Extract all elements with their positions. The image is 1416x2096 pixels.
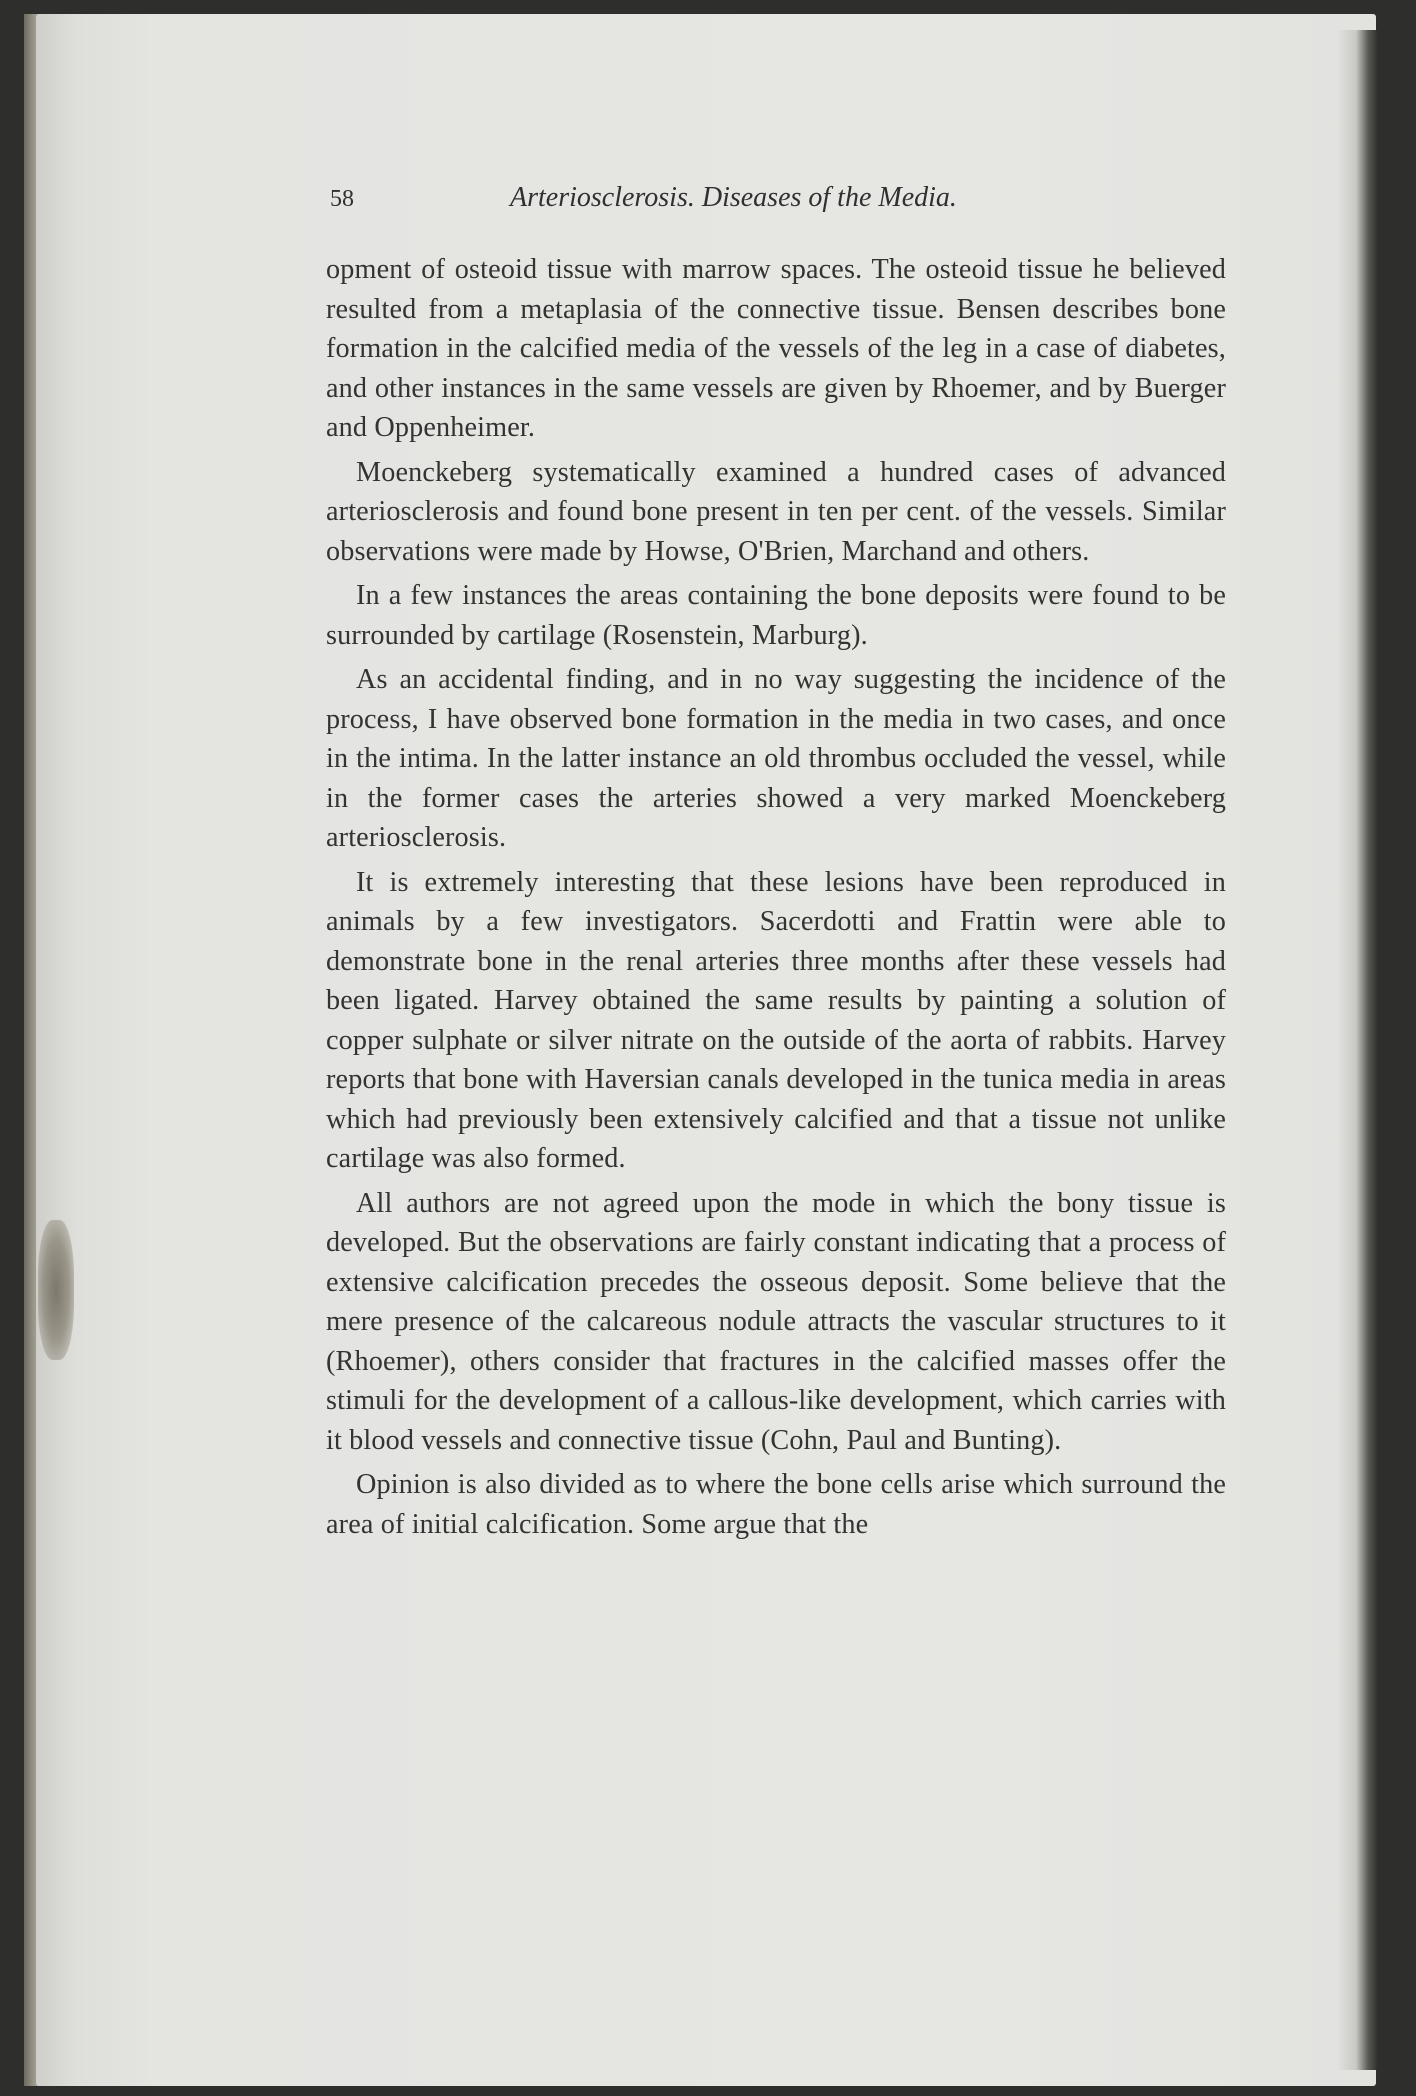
running-head: Arteriosclerosis. Diseases of the Media. [510,182,957,213]
paragraph-4: As an accidental finding, and in no way suggesting the incidence of the process, I have observed bone formation in the media in two cases, and once in the intima. In the latter instance an old thrombus occluded the vessel, while in the former cases the arteries showed a very marked Moenckeberg arteriosclerosis. [326,664,1226,853]
paragraph-2: Moenckeberg systematically examined a hundred cases of advanced arteriosclerosis and found bone present in ten per cent. of the vessels. Similar observations were made by Howse, O'Brien, Marchand and others. [326,456,1226,567]
page-number: 58 [330,186,354,212]
paragraph-1: opment of osteoid tissue with marrow spaces. The osteoid tissue he believed resulted from a metaplasia of the connective tissue. Bensen describes bone formation in the calcified media of the vessels of the leg in a case of diabetes, and other instances in the same vessels are given by Rhoemer, and by Buerger and Oppenheimer. [326,254,1226,443]
page-stain [38,1220,74,1360]
body-text [326,250,1226,1549]
page-edge-right [1338,30,1378,2070]
paragraph-6: All authors are not agreed upon the mode in which the bony tissue is developed. But the observations are fairly constant indicating that a process of extensive calcification precedes the osseous deposit. Some believe that the mere presence of the calcareous nodule attracts the vascular structures to it (Rhoemer), others consider that fractures in the calcified masses offer the stimuli for the development of a callous-like development, which carries with it blood vessels and connective tissue (Cohn, Paul and Bunting). [326,1187,1226,1456]
page-header [330,180,1050,224]
paragraph-7: Opinion is also divided as to where the bone cells arise which surround the area of initial calcification. Some argue that the [326,1469,1226,1540]
paragraph-5: It is extremely interesting that these lesions have been reproduced in animals by a few investigators. Sacerdotti and Frattin were able to demonstrate bone in the renal arteries three months after these vessels had been ligated. Harvey obtained the same results by painting a solution of copper sulphate or silver nitrate on the outside of the aorta of rabbits. Harvey reports that bone with Haversian canals developed in the tunica media in areas which had previously been extensively calcified and that a tissue not unlike cartilage was also formed. [326,866,1226,1174]
paragraph-3: In a few instances the areas containing the bone deposits were found to be surrounded by cartilage (Rosenstein, Marburg). [326,580,1226,651]
